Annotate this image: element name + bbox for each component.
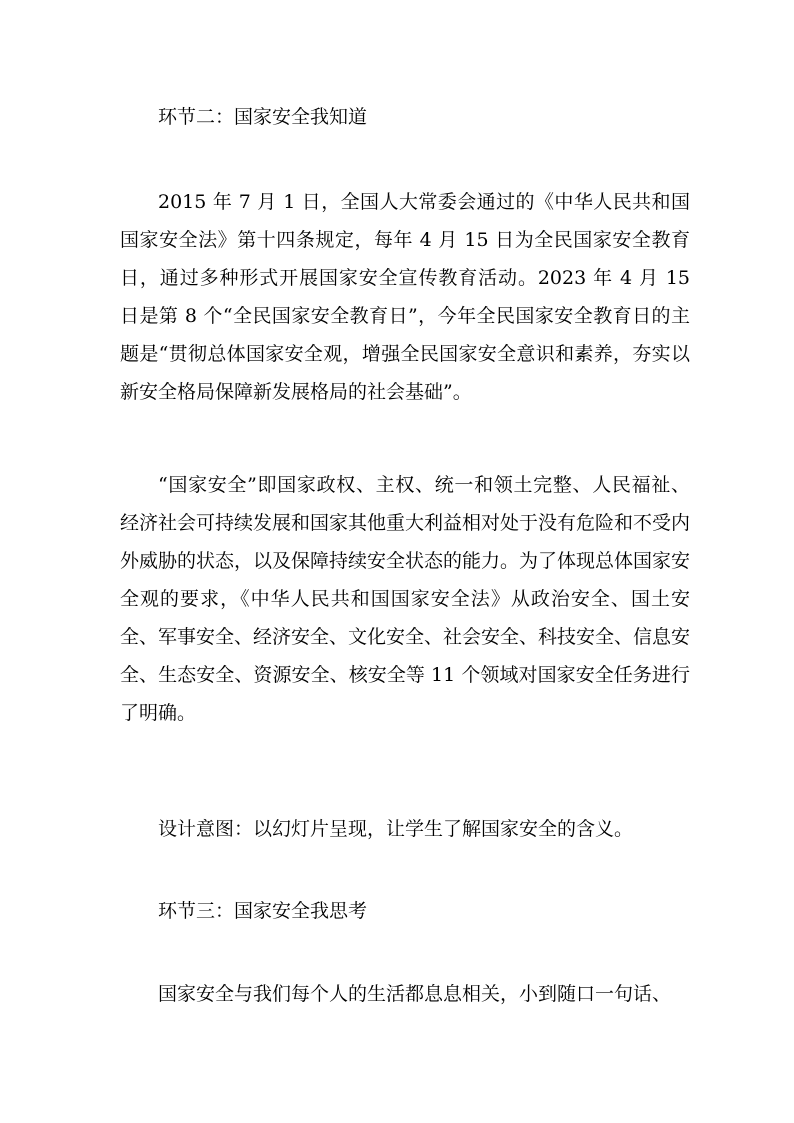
- body-paragraph: 2015 年 7 月 1 日，全国人大常委会通过的《中华人民共和国国家安全法》第十四条规定，每年 4 月 15 日为全民国家安全教育日，通过多种形式开展国家安全宣传教育活动。2023 年 4 月 15 日是第 8 个“全民国家安全教育日”，今年全民国家安全教育日的主题是“贯彻总体国家安全观，增强全民国家安全意识和素养，夯实以新安全格局保障新发展格局的社会基础”。: [120, 191, 690, 403]
- section-heading: 环节三：国家安全我思考: [158, 900, 368, 922]
- section-heading: 环节二：国家安全我知道: [158, 106, 368, 128]
- design-intent-note: 设计意图：以幻灯片呈现，让学生了解国家安全的含义。: [158, 818, 634, 840]
- body-paragraph: 国家安全与我们每个人的生活都息息相关，小到随口一句话、: [158, 983, 672, 1005]
- body-paragraph: “国家安全”即国家政权、主权、统一和领土完整、人民福祉、经济社会可持续发展和国家其他重大利益相对处于没有危险和不受内外威胁的状态，以及保障持续安全状态的能力。为了体现总体国家安全观的要求，《中华人民共和国国家安全法》从政治安全、国土安全、军事安全、经济安全、文化安全、社会安全、科技安全、信息安全、生态安全、资源安全、核安全等 11 个领域对国家安全任务进行了明确。: [120, 474, 691, 724]
